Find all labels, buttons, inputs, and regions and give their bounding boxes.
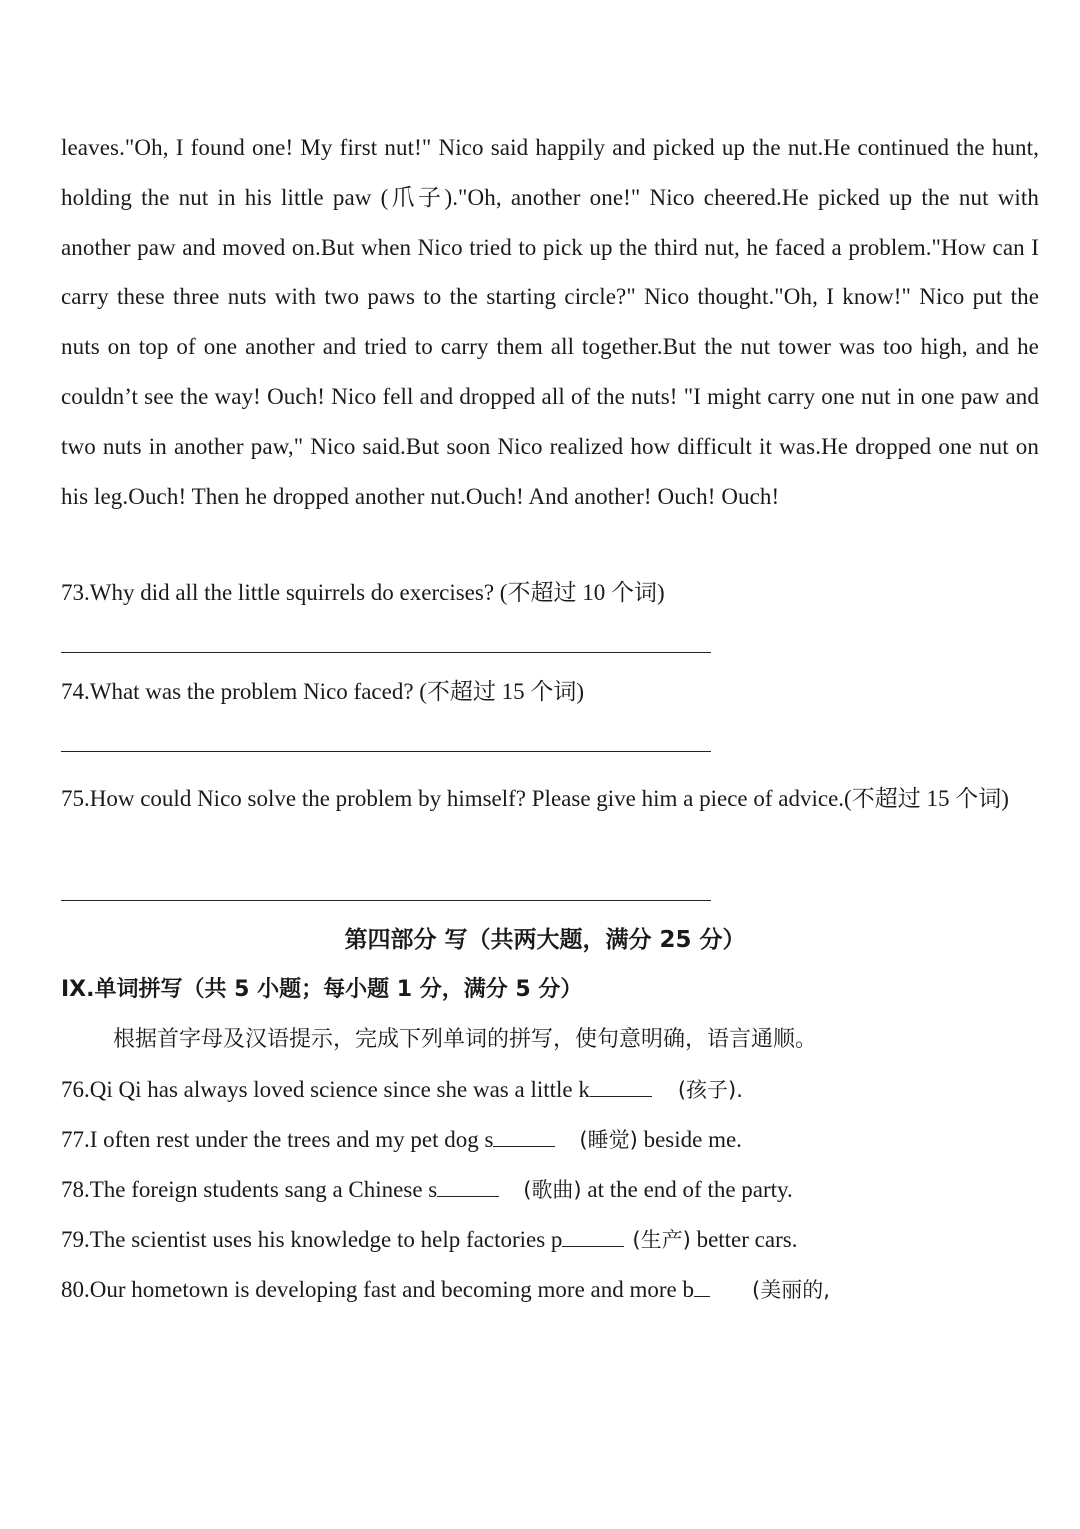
- spelling-hint: (生产): [632, 1228, 691, 1252]
- question-74: 74.What was the problem Nico faced? (不超过 15 个词): [61, 679, 585, 704]
- spelling-item-76: [61, 1075, 743, 1105]
- spelling-hint: (睡觉): [579, 1128, 638, 1152]
- spelling-text: 79.The scientist uses his knowledge to help factories p: [61, 1227, 563, 1252]
- spelling-item-78: 78.The foreign students sang a Chinese s (歌曲) at the end of the party.: [61, 1177, 793, 1202]
- spelling-text: 76.Qi Qi has always loved science since she was a little k: [61, 1077, 590, 1102]
- blank-78[interactable]: [437, 1176, 499, 1197]
- reading-passage: [61, 123, 1039, 521]
- blank-80[interactable]: [694, 1276, 710, 1297]
- spelling-item-77: 77.I often rest under the trees and my pet dog s (睡觉) beside me.: [61, 1127, 742, 1152]
- spelling-text: 77.I often rest under the trees and my pet dog s: [61, 1127, 494, 1152]
- blank-79[interactable]: [562, 1226, 624, 1247]
- spelling-item-80: [61, 1275, 830, 1305]
- blank-76[interactable]: [590, 1076, 652, 1097]
- question-75: 75.How could Nico solve the problem by himself? Please give him a piece of advice.(不超过 15 个词): [61, 786, 1009, 811]
- spelling-hint: (歌曲): [523, 1178, 582, 1202]
- spelling-text: 78.The foreign students sang a Chinese s: [61, 1177, 438, 1202]
- answer-line-73[interactable]: [61, 652, 711, 653]
- section-title: 第四部分 写（共两大题，满分 25 分）: [344, 927, 746, 953]
- spelling-hint: (孩子).: [677, 1078, 743, 1102]
- spelling-hint: (美丽的,: [752, 1278, 830, 1302]
- spelling-item-79: 79.The scientist uses his knowledge to help factories p (生产) better cars.: [61, 1227, 798, 1252]
- blank-77[interactable]: [493, 1126, 555, 1147]
- instruction-text: 根据首字母及汉语提示，完成下列单词的拼写，使句意明确，语言通顺。: [113, 1027, 818, 1052]
- question-73: 73.Why did all the little squirrels do exercises? (不超过 10 个词): [61, 580, 665, 605]
- spelling-text: 80.Our hometown is developing fast and becoming more and more b: [61, 1277, 694, 1302]
- answer-line-74[interactable]: [61, 751, 711, 752]
- passage-text: leaves."Oh, I found one! My first nut!" Nico said happily and picked up the nut.He continued the hunt, holding the nut in his little paw (爪子)."Oh, another one!" Nico cheered.He picked up the nut with another paw and moved on.But when Nico tried to pick up the third nut, he faced a problem."How can I carry these three nuts with two paws to the starting circle?" Nico thought."Oh, I know!" Nico put the nuts on top of one another and tried to carry them all together.But the nut tower was too high, and he couldn’t see the way! Ouch! Nico fell and dropped all of the nuts! "I might carry one nut in one paw and two nuts in another paw," Nico said.But soon Nico realized how difficult it was.He dropped one nut on his leg.Ouch! Then he dropped another nut.Ouch! And another! Ouch! Ouch!: [61, 135, 1039, 509]
- answer-line-75[interactable]: [61, 900, 711, 901]
- part-title: IX.单词拼写（共 5 小题；每小题 1 分，满分 5 分）: [61, 977, 583, 1002]
